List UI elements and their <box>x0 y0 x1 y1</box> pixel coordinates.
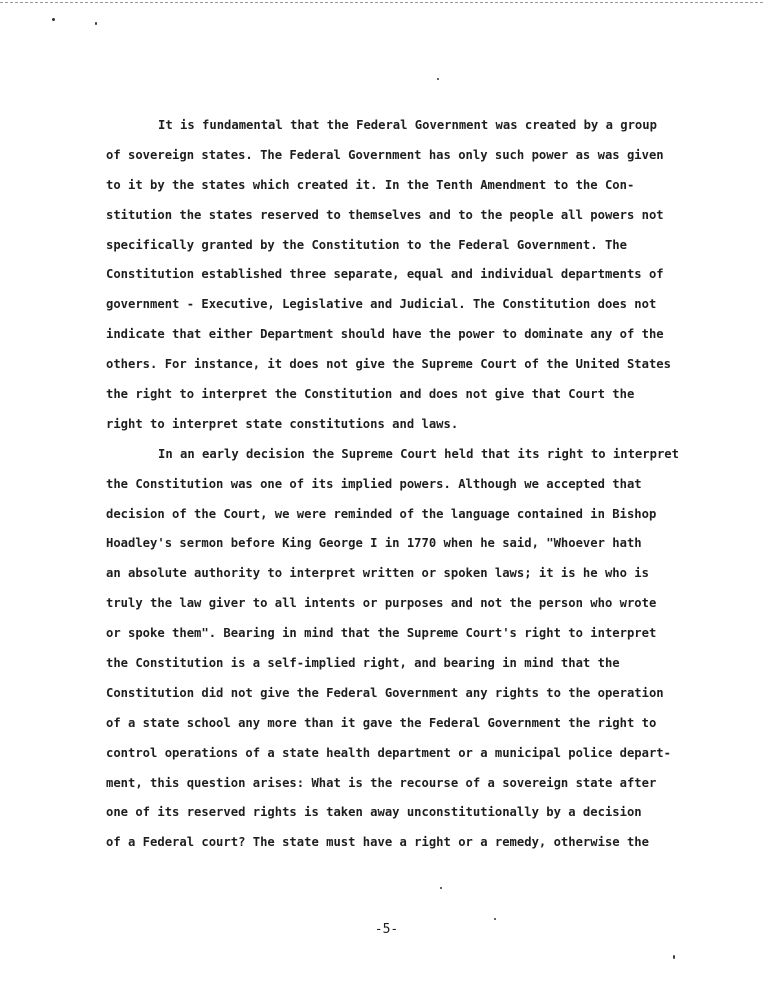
text-line: ment, this question arises: What is the recourse of a sovereign state after <box>106 775 657 790</box>
text-line: others. For instance, it does not give the Supreme Court of the United States <box>106 357 671 372</box>
text-line: Constitution established three separate, equal and individual departments of <box>106 267 664 282</box>
paragraph-2 <box>106 440 706 858</box>
text-line: the right to interpret the Constitution and does not give that Court the <box>106 387 635 402</box>
scan-speck <box>440 887 442 889</box>
text-line: the Constitution was one of its implied powers. Although we accepted that <box>106 476 642 491</box>
text-line: indicate that either Department should have the power to dominate any of the <box>106 327 664 342</box>
text-line: of a state school any more than it gave the Federal Government the right to <box>106 715 657 730</box>
text-line: government - Executive, Legislative and Judicial. The Constitution does not <box>106 297 657 312</box>
text-line: specifically granted by the Constitution to the Federal Government. The <box>106 237 627 252</box>
text-line: the Constitution is a self-implied right, and bearing in mind that the <box>106 656 620 671</box>
text-line: to it by the states which created it. In the Tenth Amendment to the Con- <box>106 177 635 192</box>
text-line: Constitution did not give the Federal Government any rights to the operation <box>106 685 664 700</box>
scan-speck <box>437 78 439 80</box>
paragraph-1 <box>106 111 706 440</box>
scan-speck <box>95 22 97 25</box>
page-number: -5- <box>374 922 399 937</box>
body-text <box>106 111 706 858</box>
text-line: control operations of a state health department or a municipal police depart- <box>106 745 671 760</box>
text-line: decision of the Court, we were reminded of the language contained in Bishop <box>106 506 657 521</box>
text-line: It is fundamental that the Federal Government was created by a group <box>158 118 657 132</box>
text-line: of a Federal court? The state must have a right or a remedy, otherwise the <box>106 835 649 850</box>
text-line: an absolute authority to interpret written or spoken laws; it is he who is <box>106 566 649 581</box>
scan-speck <box>673 955 675 959</box>
text-line: In an early decision the Supreme Court held that its right to interpret <box>158 446 679 461</box>
text-line: or spoke them". Bearing in mind that the Supreme Court's right to interpret <box>106 626 657 641</box>
text-line: stitution the states reserved to themselves and to the people all powers not <box>106 207 664 222</box>
text-line: of sovereign states. The Federal Government has only such power as was given <box>106 147 664 162</box>
text-line: Hoadley's sermon before King George I in 1770 when he said, "Whoever hath <box>106 536 642 551</box>
text-line: one of its reserved rights is taken away unconstitutionally by a decision <box>106 805 642 820</box>
scan-speck <box>494 918 496 920</box>
scan-speck <box>52 18 55 21</box>
text-line: truly the law giver to all intents or purposes and not the person who wrote <box>106 596 657 611</box>
text-line: right to interpret state constitutions and laws. <box>106 416 459 431</box>
page-top-edge <box>0 2 763 3</box>
